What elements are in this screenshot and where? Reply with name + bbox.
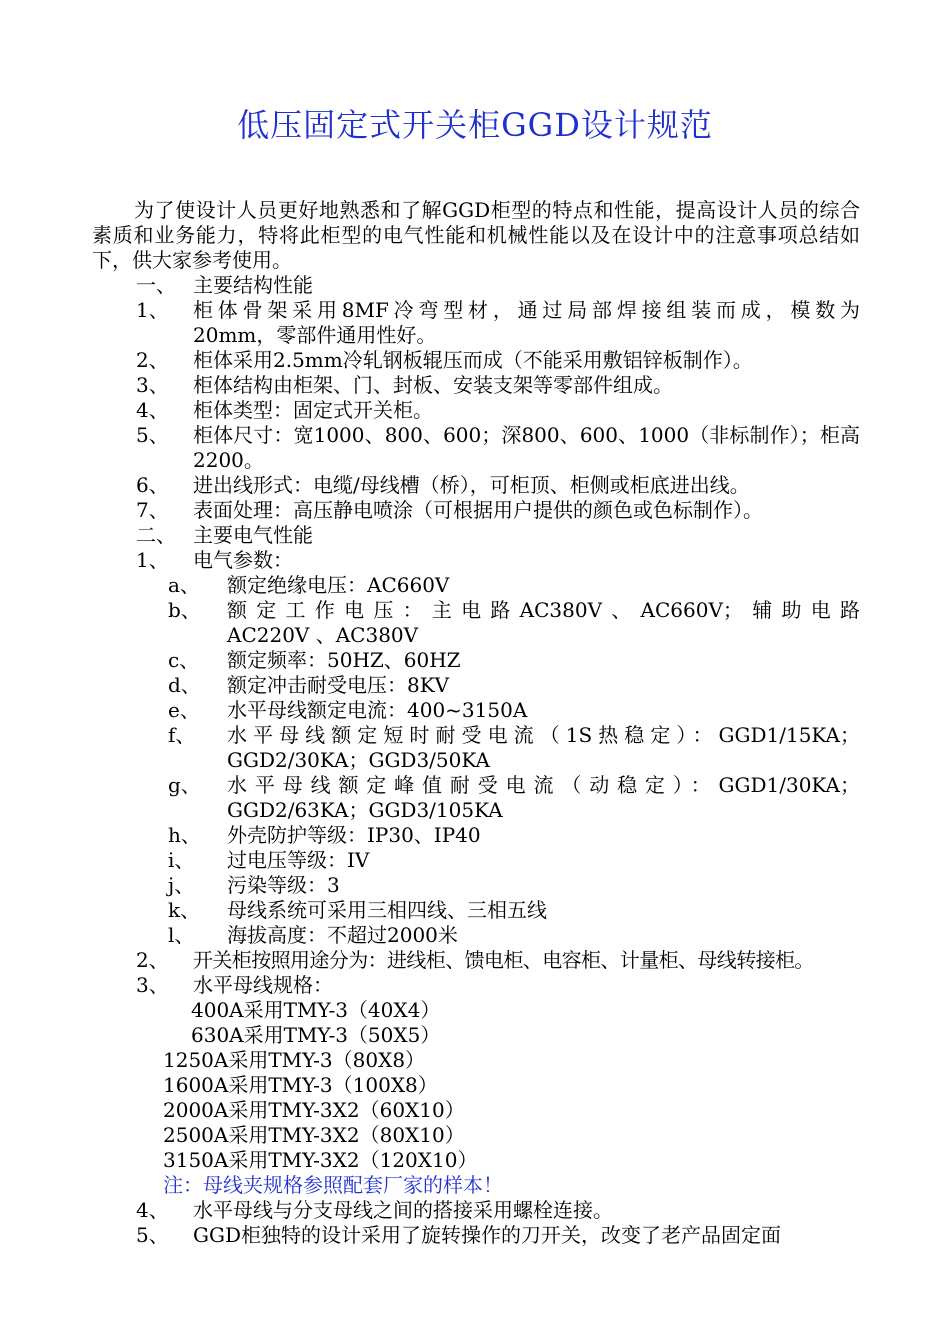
param-item: [0, 673, 950, 698]
param-text: 水平母线额定电流：400~3150A: [227, 698, 528, 722]
param-letter: j、: [168, 873, 195, 897]
list-item-continuation: [0, 323, 950, 348]
busbar-spec-text: 3150A采用TMY-3X2（120X10）: [163, 1148, 478, 1172]
list-item: [0, 948, 950, 973]
item-number: 4、: [136, 1198, 169, 1222]
item-number: 1、: [136, 548, 169, 572]
busbar-spec: [0, 1023, 950, 1048]
param-letter: c、: [168, 648, 200, 672]
list-item: [0, 373, 950, 398]
item-text: 柜体骨架采用8MF冷弯型材，通过局部焊接组装而成，模数为: [193, 298, 860, 322]
intro-paragraph: [92, 198, 860, 273]
param-text: 额定工作电压：主电路AC380V、AC660V；辅助电路: [227, 598, 860, 622]
param-letter: g、: [168, 773, 201, 797]
busbar-spec-text: 400A采用TMY-3（40X4）: [191, 998, 441, 1022]
param-item-continuation: [0, 798, 950, 823]
list-item: [0, 423, 950, 448]
busbar-spec-text: 2000A采用TMY-3X2（60X10）: [163, 1098, 465, 1122]
param-text: 过电压等级：IV: [227, 848, 370, 872]
param-item: [0, 823, 950, 848]
list-item: [0, 298, 950, 323]
item-number: 4、: [136, 398, 169, 422]
busbar-spec: [0, 1098, 950, 1123]
param-text: 额定频率：50HZ、60HZ: [227, 648, 461, 672]
param-item: [0, 573, 950, 598]
note-text: 注：母线夹规格参照配套厂家的样本！: [163, 1173, 503, 1197]
param-item: [0, 723, 950, 748]
document-title: 低压固定式开关柜GGD设计规范: [237, 106, 713, 144]
param-text: 水平母线额定短时耐受电流（1S热稳定）：GGD1/15KA；: [227, 723, 860, 747]
param-letter: k、: [168, 898, 201, 922]
item-number: 3、: [136, 373, 169, 397]
param-letter: a、: [168, 573, 200, 597]
list-item: [0, 973, 950, 998]
param-text: 水平母线额定峰值耐受电流（动稳定）：GGD1/30KA；: [227, 773, 860, 797]
item-number: 3、: [136, 973, 169, 997]
list-item: [0, 398, 950, 423]
param-item: [0, 848, 950, 873]
intro-text: 为了使设计人员更好地熟悉和了解GGD柜型的特点和性能，提高设计人员的综合素质和业务能力，特将此柜型的电气性能和机械性能以及在设计中的注意事项总结如下，供大家参考使用。: [92, 198, 860, 272]
param-letter: d、: [168, 673, 201, 697]
busbar-spec: [0, 1148, 950, 1173]
note: [0, 1173, 950, 1198]
item-text: 柜体尺寸：宽1000、800、600；深800、600、1000（非标制作）；柜高: [193, 423, 860, 447]
param-item-continuation: [0, 623, 950, 648]
param-letter: e、: [168, 698, 200, 722]
section-number: 一、: [136, 273, 176, 297]
param-letter: i、: [168, 848, 195, 872]
param-item-continuation: [0, 748, 950, 773]
param-letter: f、: [168, 723, 196, 747]
busbar-spec-text: 1600A采用TMY-3（100X8）: [163, 1073, 438, 1097]
list-item: [0, 1223, 950, 1248]
list-item: [0, 1198, 950, 1223]
item-text: 表面处理：高压静电喷涂（可根据用户提供的颜色或色标制作）。: [193, 498, 763, 522]
item-text: 柜体类型：固定式开关柜。: [193, 398, 433, 422]
param-item: [0, 873, 950, 898]
param-item: [0, 923, 950, 948]
item-text: 柜体结构由柜架、门、封板、安装支架等零部件组成。: [193, 373, 673, 397]
item-text: 2200。: [193, 448, 264, 472]
item-number: 2、: [136, 948, 169, 972]
item-number: 5、: [136, 1223, 169, 1247]
busbar-spec-text: 1250A采用TMY-3（80X8）: [163, 1048, 426, 1072]
param-item: [0, 598, 950, 623]
busbar-spec: [0, 998, 950, 1023]
param-text: 额定冲击耐受电压：8KV: [227, 673, 450, 697]
param-letter: l、: [168, 923, 195, 947]
item-text: 柜体采用2.5mm冷轧钢板辊压而成（不能采用敷铝锌板制作）。: [193, 348, 753, 372]
param-text: 额定绝缘电压：AC660V: [227, 573, 450, 597]
section-heading-electrical: [0, 523, 950, 548]
item-number: 5、: [136, 423, 169, 447]
param-item: [0, 698, 950, 723]
item-text: 开关柜按照用途分为：进线柜、馈电柜、电容柜、计量柜、母线转接柜。: [193, 948, 814, 972]
item-number: 7、: [136, 498, 169, 522]
busbar-spec: [0, 1123, 950, 1148]
item-number: 2、: [136, 348, 169, 372]
param-letter: b、: [168, 598, 201, 622]
section-title: 主要电气性能: [193, 523, 313, 547]
busbar-spec-text: 2500A采用TMY-3X2（80X10）: [163, 1123, 465, 1147]
param-text: 污染等级：3: [227, 873, 340, 897]
item-text: 电气参数：: [193, 548, 293, 572]
param-text: 外壳防护等级：IP30、IP40: [227, 823, 481, 847]
item-text: 水平母线规格：: [193, 973, 333, 997]
param-text: GGD2/30KA；GGD3/50KA: [227, 748, 490, 772]
item-text: 20mm，零部件通用性好。: [193, 323, 437, 347]
param-text: 海拔高度：不超过2000米: [227, 923, 458, 947]
section-number: 二、: [136, 523, 176, 547]
list-item-continuation: [0, 448, 950, 473]
item-text: 水平母线与分支母线之间的搭接采用螺栓连接。: [193, 1198, 613, 1222]
list-item: [0, 498, 950, 523]
param-text: 母线系统可采用三相四线、三相五线: [227, 898, 547, 922]
busbar-spec: [0, 1073, 950, 1098]
document-body: [0, 273, 950, 1248]
param-text: AC220V 、AC380V: [227, 623, 419, 647]
param-text: GGD2/63KA；GGD3/105KA: [227, 798, 503, 822]
busbar-spec-text: 630A采用TMY-3（50X5）: [191, 1023, 441, 1047]
param-item: [0, 898, 950, 923]
item-text: 进出线形式：电缆/母线槽（桥），可柜顶、柜侧或柜底进出线。: [193, 473, 750, 497]
param-item: [0, 773, 950, 798]
section-heading-structure: [0, 273, 950, 298]
list-item: [0, 548, 950, 573]
section-title: 主要结构性能: [193, 273, 313, 297]
param-letter: h、: [168, 823, 201, 847]
list-item: [0, 348, 950, 373]
param-item: [0, 648, 950, 673]
list-item: [0, 473, 950, 498]
item-number: 6、: [136, 473, 169, 497]
busbar-spec: [0, 1048, 950, 1073]
item-text: GGD柜独特的设计采用了旋转操作的刀开关，改变了老产品固定面: [193, 1223, 781, 1247]
item-number: 1、: [136, 298, 169, 322]
